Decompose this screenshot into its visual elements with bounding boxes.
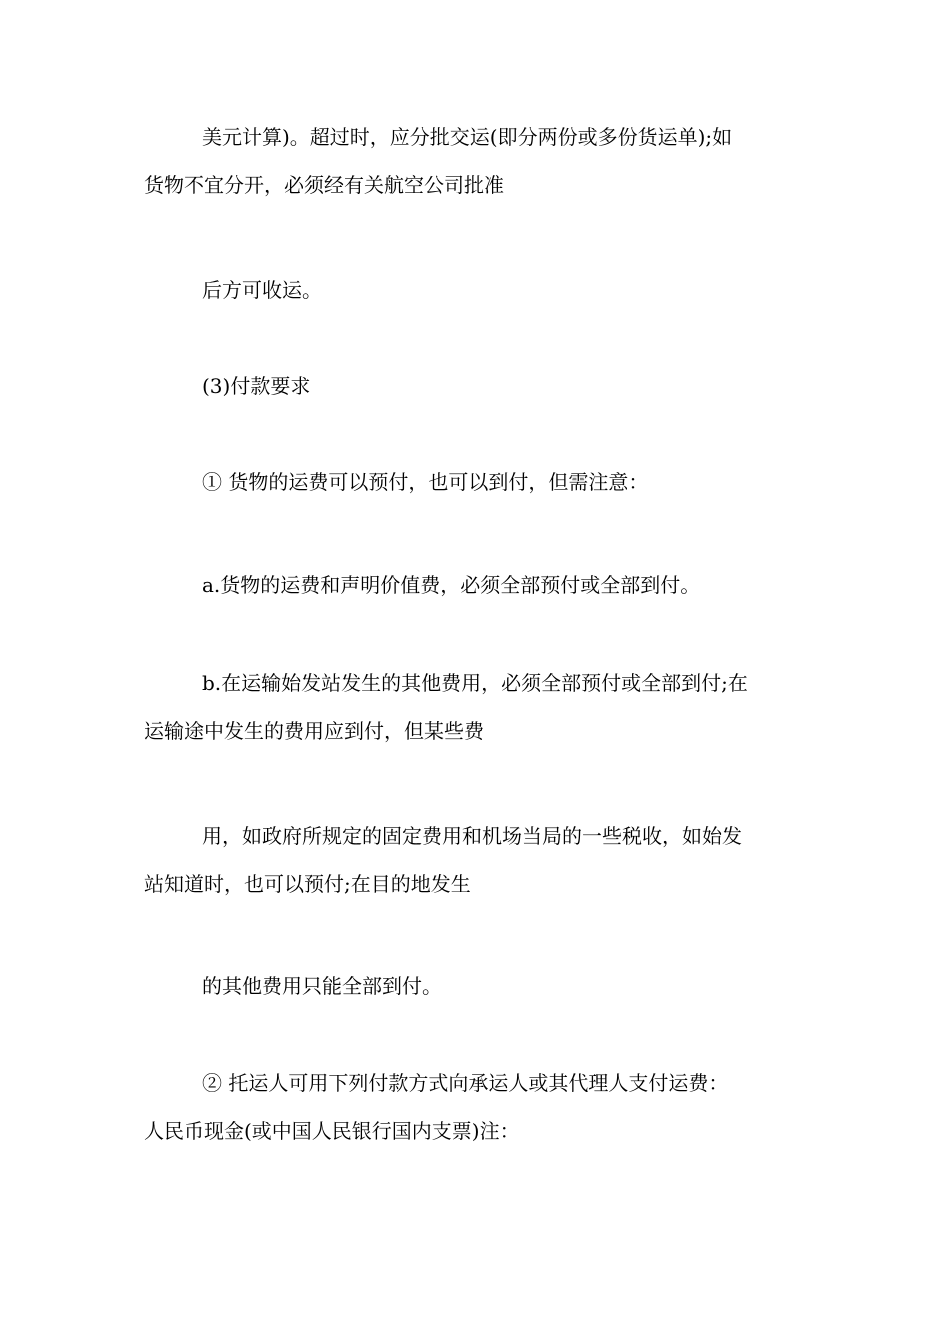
paragraph-1 bbox=[144, 113, 814, 209]
paragraph-4 bbox=[144, 561, 814, 609]
paragraph-5 bbox=[144, 659, 814, 755]
text-line: ① 货物的运费可以预付，也可以到付，但需注意： bbox=[202, 470, 649, 494]
text-line: 的其他费用只能全部到付。 bbox=[202, 974, 442, 998]
section-heading bbox=[144, 362, 814, 410]
text-line: (3)付款要求 bbox=[202, 374, 311, 398]
paragraph-8 bbox=[144, 1059, 814, 1155]
text-line: ② 托运人可用下列付款方式向承运人或其代理人支付运费： bbox=[202, 1071, 729, 1095]
text-line: 美元计算)。超过时，应分批交运(即分两份或多份货运单);如 bbox=[202, 125, 733, 149]
paragraph-7 bbox=[144, 962, 814, 1010]
paragraph-6 bbox=[144, 812, 814, 908]
text-line: 用，如政府所规定的固定费用和机场当局的一些税收，如始发 bbox=[202, 824, 742, 848]
text-line: 后方可收运。 bbox=[202, 278, 322, 302]
text-line: b.在运输始发站发生的其他费用，必须全部预付或全部到付;在 bbox=[202, 671, 748, 695]
text-line: 运输途中发生的费用应到付，但某些费 bbox=[144, 719, 484, 743]
text-line: a.货物的运费和声明价值费，必须全部预付或全部到付。 bbox=[202, 573, 701, 597]
text-line: 货物不宜分开，必须经有关航空公司批准 bbox=[144, 173, 504, 197]
paragraph-3 bbox=[144, 458, 814, 506]
text-line: 站知道时，也可以预付;在目的地发生 bbox=[144, 872, 471, 896]
paragraph-2 bbox=[144, 266, 814, 314]
text-line: 人民币现金(或中国人民银行国内支票)注： bbox=[144, 1119, 520, 1143]
